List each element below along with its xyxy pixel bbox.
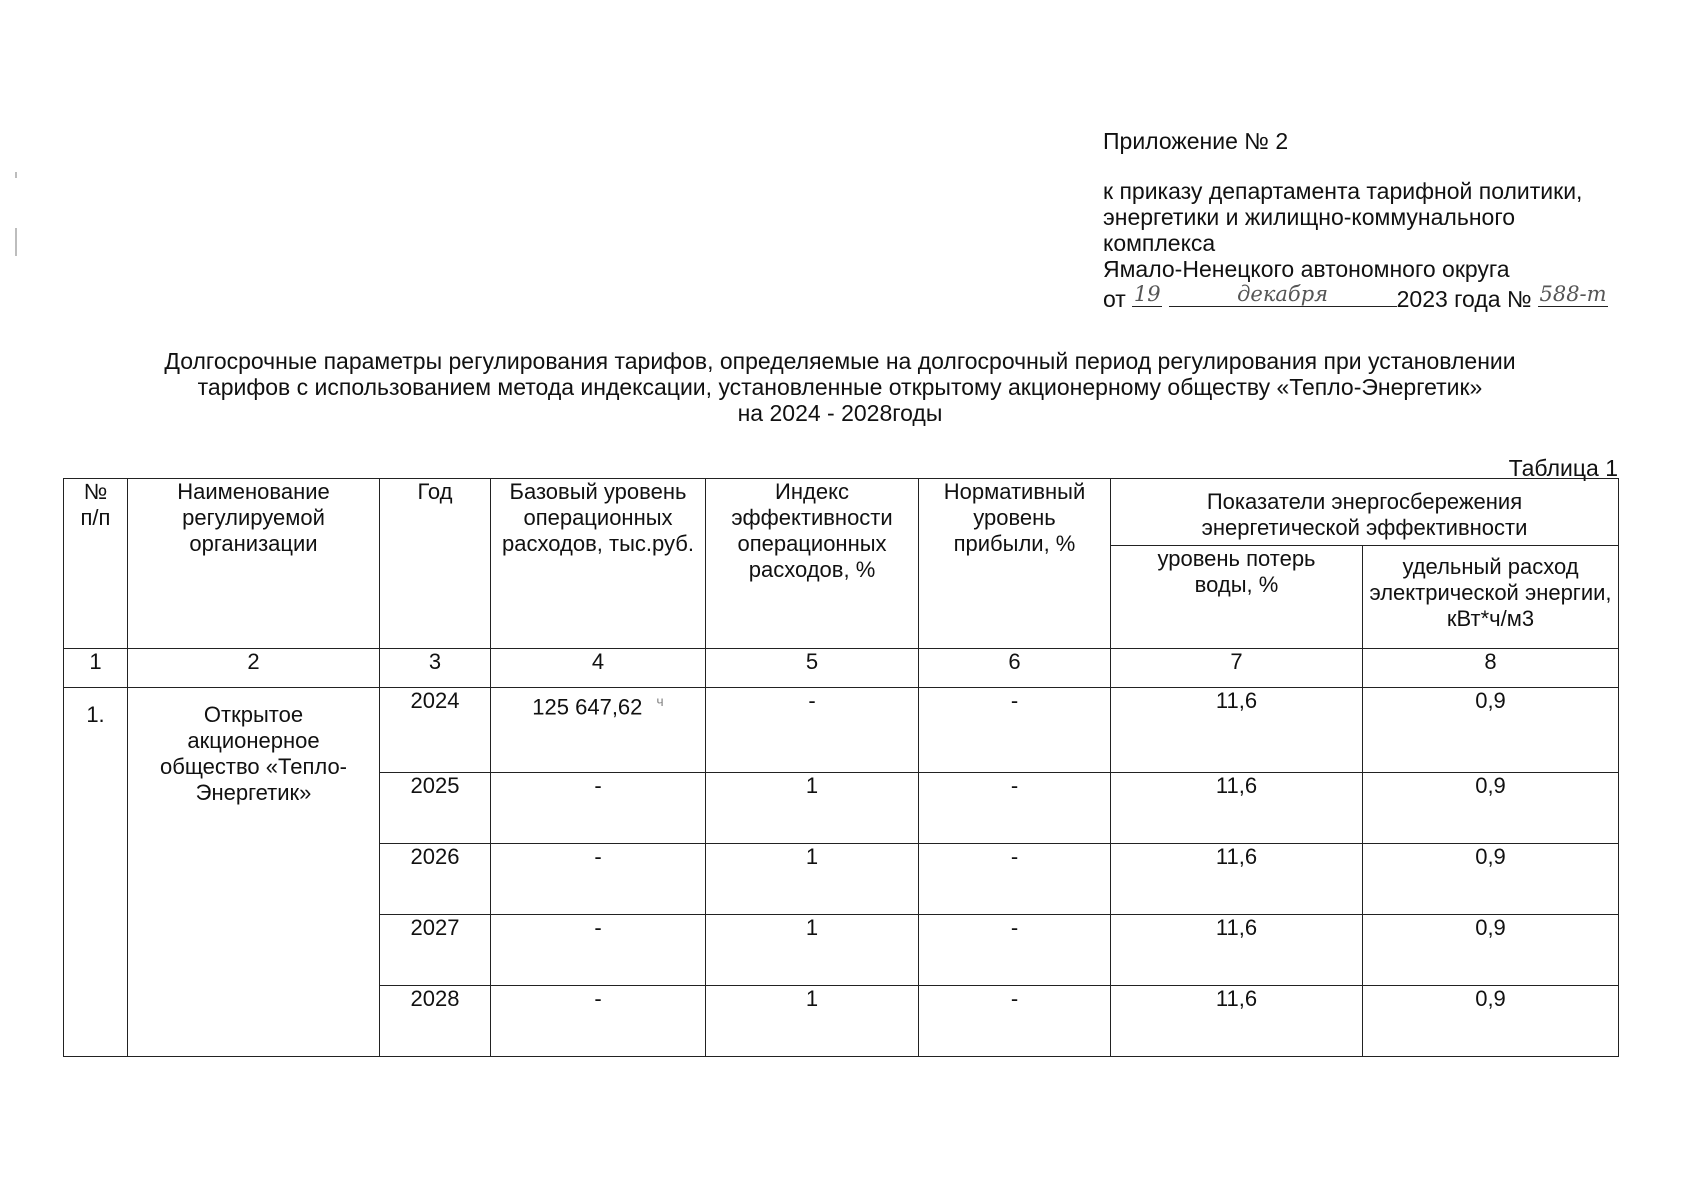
header-cell: Базовый уровень операционных расходов, тыс.руб. <box>491 479 706 649</box>
header-cell: Нормативный уровень прибыли, % <box>919 479 1111 649</box>
check-mark-icon: ч <box>656 693 664 709</box>
base-costs-cell: - <box>491 986 706 1057</box>
scan-artifact-mark <box>15 228 17 256</box>
profit-level-cell: - <box>919 915 1111 986</box>
header-cell: Индекс эффективности операционных расходов, % <box>706 479 919 649</box>
appendix-title: Приложение № 2 <box>1103 128 1289 154</box>
profit-level-cell: - <box>919 986 1111 1057</box>
row-number: 1. <box>64 688 128 1057</box>
column-number-row <box>64 649 1619 688</box>
appendix-line: к приказу департамента тарифной политики, <box>1103 178 1583 204</box>
efficiency-index-cell: - <box>706 688 919 773</box>
header-cell: уровень потерь воды, % <box>1111 546 1363 649</box>
efficiency-index-cell: 1 <box>706 986 919 1057</box>
table-row <box>64 688 1619 773</box>
year-cell: 2024 <box>380 688 491 773</box>
document-title <box>90 348 1590 426</box>
efficiency-index-cell: 1 <box>706 844 919 915</box>
document-title-line: на 2024 - 2028годы <box>737 400 943 426</box>
column-number: 7 <box>1111 649 1363 688</box>
energy-use-cell: 0,9 <box>1363 915 1619 986</box>
date-month-field <box>1169 282 1397 307</box>
profit-level-cell: - <box>919 844 1111 915</box>
profit-level-cell: - <box>919 773 1111 844</box>
year-cell: 2028 <box>380 986 491 1057</box>
scan-artifact-mark <box>15 172 17 178</box>
column-number: 6 <box>919 649 1111 688</box>
energy-use-cell: 0,9 <box>1363 844 1619 915</box>
date-prefix: от <box>1103 286 1126 312</box>
base-costs-cell: - <box>491 773 706 844</box>
appendix-line: Ямало-Ненецкого автономного округа <box>1103 256 1510 282</box>
header-cell: удельный расход электрической энергии, кВт*ч/м3 <box>1363 546 1619 649</box>
water-loss-cell: 11,6 <box>1111 688 1363 773</box>
year-cell: 2026 <box>380 844 491 915</box>
water-loss-cell: 11,6 <box>1111 986 1363 1057</box>
parameters-table <box>63 478 1619 1057</box>
base-costs-cell: 125 647,62 $^ч$ <box>491 688 706 773</box>
base-costs-cell: - <box>491 844 706 915</box>
appendix-line: комплекса <box>1103 230 1216 256</box>
energy-use-cell: 0,9 <box>1363 773 1619 844</box>
order-number-field <box>1538 282 1608 307</box>
energy-use-cell: 0,9 <box>1363 688 1619 773</box>
column-number: 1 <box>64 649 128 688</box>
appendix-line: энергетики и жилищно-коммунального <box>1103 204 1515 230</box>
organization-name: Открытое акционерное общество «Тепло-Энергетик» <box>128 688 380 1057</box>
header-cell: Год <box>380 479 491 649</box>
column-number: 2 <box>128 649 380 688</box>
profit-level-cell: - <box>919 688 1111 773</box>
date-month: декабря <box>1237 282 1329 306</box>
column-number: 5 <box>706 649 919 688</box>
date-day: 19 <box>1133 282 1161 306</box>
efficiency-index-cell: 1 <box>706 915 919 986</box>
table-header-row <box>64 479 1619 546</box>
water-loss-cell: 11,6 <box>1111 915 1363 986</box>
column-number: 8 <box>1363 649 1619 688</box>
column-number: 4 <box>491 649 706 688</box>
date-year-text: 2023 года № <box>1396 286 1532 312</box>
column-number: 3 <box>380 649 491 688</box>
water-loss-cell: 11,6 <box>1111 844 1363 915</box>
header-cell: Наименование регулируемой организации <box>128 479 380 649</box>
efficiency-index-cell: 1 <box>706 773 919 844</box>
appendix-block <box>1103 128 1663 312</box>
year-cell: 2025 <box>380 773 491 844</box>
table-caption: Таблица 1 <box>1508 455 1618 481</box>
base-costs-cell: - <box>491 915 706 986</box>
water-loss-cell: 11,6 <box>1111 773 1363 844</box>
document-title-line: тарифов с использованием метода индексации, установленные открытому акционерному обществу «Тепло-Энергетик» <box>197 374 1483 400</box>
header-cell: № п/п <box>64 479 128 649</box>
year-cell: 2027 <box>380 915 491 986</box>
appendix-date-line <box>1103 282 1663 312</box>
document-title-line: Долгосрочные параметры регулирования тарифов, определяемые на долгосрочный период регулирования при установлении <box>164 348 1516 374</box>
header-group-cell: Показатели энергосбережения энергетической эффективности <box>1111 479 1619 546</box>
order-number: 588-т <box>1539 282 1607 306</box>
energy-use-cell: 0,9 <box>1363 986 1619 1057</box>
date-day-field <box>1132 282 1162 307</box>
